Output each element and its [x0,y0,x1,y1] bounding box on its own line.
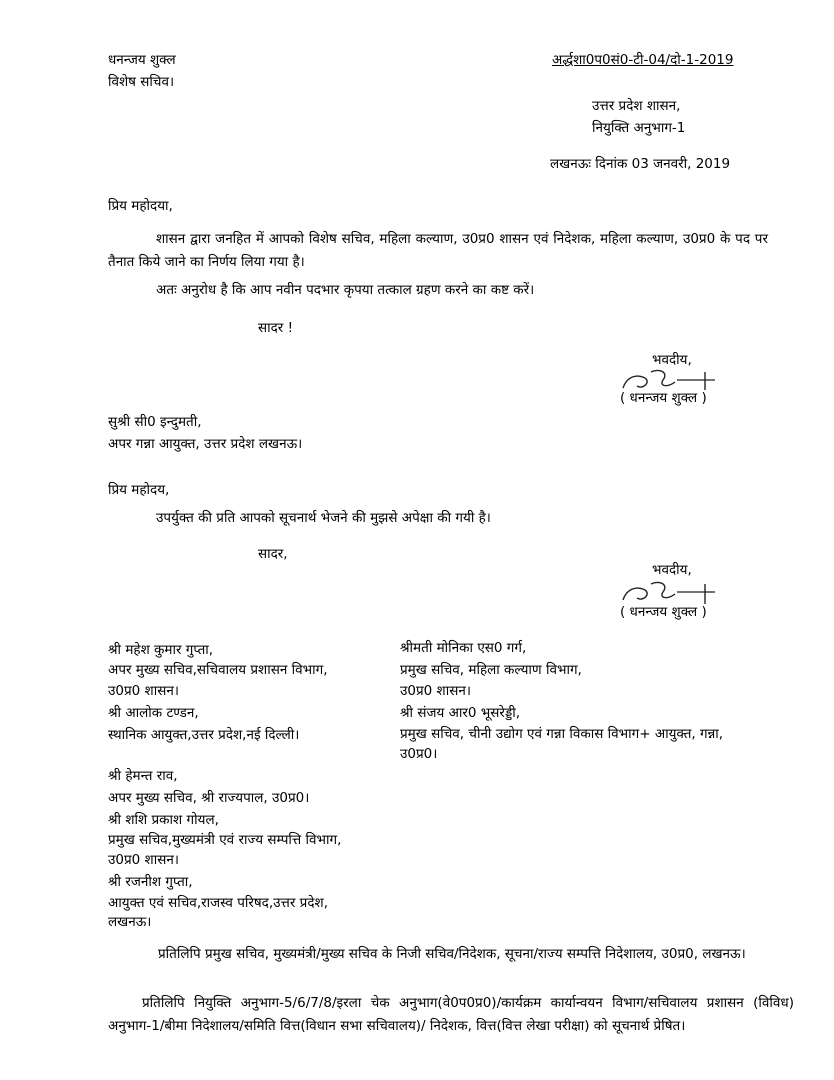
recipient-right: प्रमुख सचिव, चीनी उद्योग एवं गन्ना विकास विभाग+ आयुक्त, गन्ना, [400,726,724,742]
body-para1: शासन द्वारा जनहित में आपको विशेष सचिव, महिला कल्याण, उ0प्र0 शासन एवं निदेशक, महिला कल्याण, उ0प्र0 के पद पर तैनात किये जाने का निर्णय लिया गया है। [108,231,768,270]
addressee-designation: अपर गन्ना आयुक्त, उत्तर प्रदेश लखनऊ। [108,436,303,452]
copy-distribution-1: प्रतिलिपि प्रमुख सचिव, मुख्यमंत्री/मुख्य सचिव के निजी सचिव/निदेशक, सूचना/राज्य सम्पत्ति निदेशालय, उ0प्र0, लखनऊ। [158,946,746,962]
office-line1: उत्तर प्रदेश शासन, [592,98,681,114]
copy-salutation: प्रिय महोदय, [108,482,170,498]
recipient-left: अपर मुख्य सचिव, श्री राज्यपाल, उ0प्र0। [108,790,310,806]
copy-distribution-2: प्रतिलिपि नियुक्ति अनुभाग-5/6/7/8/इरला चेक अनुभाग(वे0प0प्र0)/कार्यक्रम कार्यान्वयन विभाग/सचिवालय प्रशासन (विविध) अनुभाग-1/बीमा निदेशालय/समिति वित्त(विधान सभा सचिवालय)/ निदेशक, वित्त(वित्त लेखा परीक्षा) को सूचनार्थ प्रेषित। [108,995,794,1034]
recipient-right: श्री संजय आर0 भूसरेड्डी, [400,705,521,721]
bhavadiya-1: भवदीय, [652,352,692,368]
recipient-left: श्री शशि प्रकाश गोयल, [108,812,219,828]
recipient-right: उ0प्र0 शासन। [400,683,471,699]
recipient-left: स्थानिक आयुक्त,उत्तर प्रदेश,नई दिल्ली। [108,727,300,743]
sender-name: धनन्जय शुक्ल [108,52,176,68]
recipient-left: श्री हेमन्त राव, [108,768,178,784]
recipient-left: श्री आलोक टण्डन, [108,705,199,721]
copy-closing: सादर, [258,546,288,562]
recipient-left: आयुक्त एवं सचिव,राजस्व परिषद,उत्तर प्रदेश, [108,895,328,911]
sender-designation: विशेष सचिव। [108,74,175,90]
recipient-left: श्री रजनीश गुप्ता, [108,874,193,890]
recipient-left: उ0प्र0 शासन। [108,852,179,868]
recipient-right: उ0प्र0। [400,746,438,762]
recipient-right: श्रीमती मोनिका एस0 गर्ग, [400,640,527,656]
date-line: लखनऊः दिनांक 03 जनवरी, 2019 [550,156,731,172]
bhavadiya-2: भवदीय, [652,562,692,578]
addressee-name: सुश्री सी0 इन्दुमती, [108,414,202,430]
body-para2: अतः अनुरोध है कि आप नवीन पदभार कृपया तत्काल ग्रहण करने का कष्ट करें। [156,282,535,298]
signer-name-2: ( धनन्जय शुक्ल ) [620,604,707,620]
salutation: प्रिय महोदया, [108,198,173,214]
body-closing: सादर ! [258,320,294,336]
signer-name-1: ( धनन्जय शुक्ल ) [620,390,707,406]
recipient-left: श्री महेश कुमार गुप्ता, [108,642,214,658]
office-line2: नियुक्ति अनुभाग-1 [592,120,686,136]
recipient-right: प्रमुख सचिव, महिला कल्याण विभाग, [400,662,582,678]
letter-number: अर्द्धशा0प0सं0-टी-04/दो-1-2019 [552,52,734,68]
recipient-left: उ0प्र0 शासन। [108,683,179,699]
recipient-left: प्रमुख सचिव,मुख्यमंत्री एवं राज्य सम्पत्ति विभाग, [108,832,342,848]
recipient-left: लखनऊ। [108,914,152,930]
recipient-left: अपर मुख्य सचिव,सचिवालय प्रशासन विभाग, [108,662,328,678]
copy-text: उपर्युक्त की प्रति आपको सूचनार्थ भेजने की मुझसे अपेक्षा की गयी है। [156,510,491,526]
